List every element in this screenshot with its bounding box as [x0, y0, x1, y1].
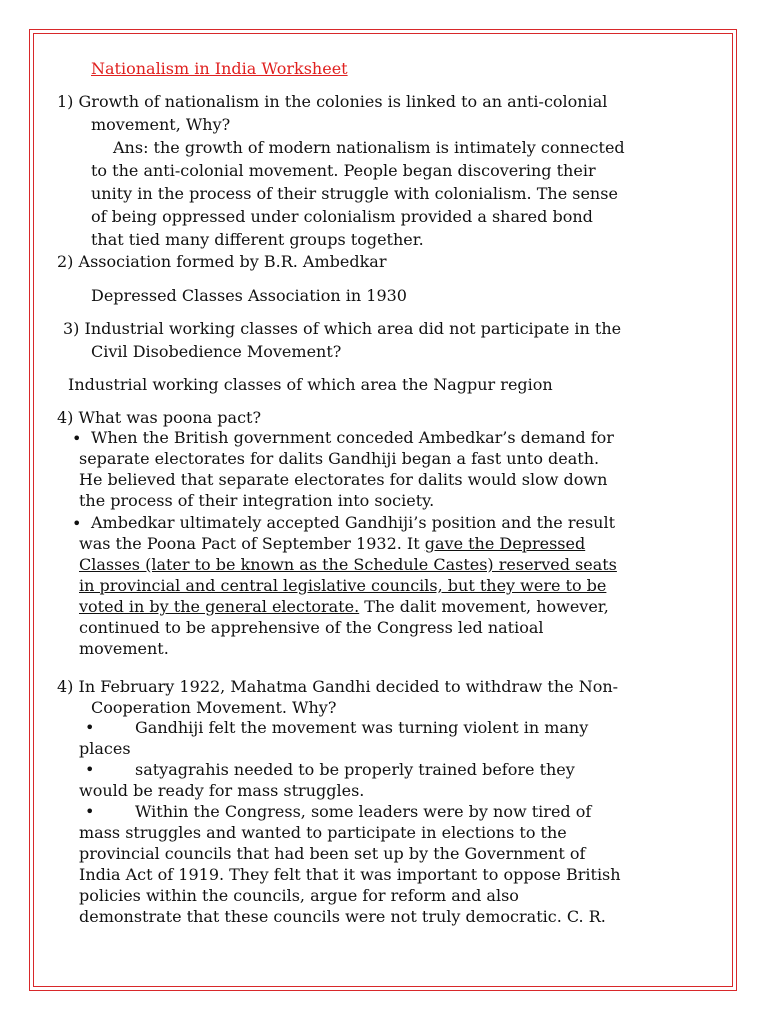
page-title: Nationalism in India Worksheet: [91, 59, 348, 78]
q5-reason3-line-6: demonstrate that these councils were not truly democratic. C. R.: [79, 907, 606, 926]
q4-bullet1-line-1: When the British government conceded Ambedkar’s demand for: [91, 428, 614, 447]
bullet-icon: •: [85, 760, 95, 779]
q1-answer-line-4: of being oppressed under colonialism provided a shared bond: [91, 207, 593, 226]
q1-answer-line-1: Ans: the growth of modern nationalism is intimately connected: [113, 138, 625, 157]
q4-bullet1-line-3: He believed that separate electorates for dalits would slow down: [79, 470, 608, 489]
q5-reason3-line-3: provincial councils that had been set up by the Government of: [79, 844, 586, 863]
q5-reason3-line-5: policies within the councils, argue for reform and also: [79, 886, 519, 905]
q5-reason3-line-1: Within the Congress, some leaders were by now tired of: [135, 802, 592, 821]
q3-question-line-2: Civil Disobedience Movement?: [91, 342, 342, 361]
q5-question-line-2: Cooperation Movement. Why?: [91, 698, 337, 717]
q4-bullet2-line-3: Classes (later to be known as the Schedule Castes) reserved seats: [79, 555, 617, 574]
q4-bullet2-line-5: [79, 596, 609, 617]
q5-reason3-line-4: India Act of 1919. They felt that it was important to oppose British: [79, 865, 621, 884]
q3-answer: Industrial working classes of which area the Nagpur region: [68, 375, 553, 394]
q3-question-line-1: 3) Industrial working classes of which area did not participate in the: [63, 319, 622, 338]
bullet-icon: •: [72, 429, 82, 448]
q1-question-line-2: movement, Why?: [91, 115, 231, 134]
q1-question-line-1: 1) Growth of nationalism in the colonies is linked to an anti-colonial: [57, 92, 608, 111]
bullet-icon: •: [85, 802, 95, 821]
q4-bullet2-line-7: movement.: [79, 639, 169, 658]
q1-answer-line-5: that tied many different groups together.: [91, 230, 424, 249]
q5-reason3-line-2: mass struggles and wanted to participate in elections to the: [79, 823, 567, 842]
q1-answer-line-3: unity in the process of their struggle with colonialism. The sense: [91, 184, 618, 203]
q5-reason2-line-1: satyagrahis needed to be properly trained before they: [135, 760, 575, 779]
q4-bullet2-line-6: continued to be apprehensive of the Congress led natioal: [79, 618, 544, 637]
q4-bullet1-line-4: the process of their integration into society.: [79, 491, 435, 510]
q4-bullet1-line-2: separate electorates for dalits Gandhiji began a fast unto death.: [79, 449, 600, 468]
q4-bullet2-line-5-underlined: voted in by the general electorate.: [79, 597, 360, 616]
q4-bullet2-line-1: Ambedkar ultimately accepted Gandhiji’s position and the result: [91, 513, 616, 532]
q2-question: 2) Association formed by B.R. Ambedkar: [57, 252, 387, 271]
q5-reason1-line-2: places: [79, 739, 131, 758]
q4-bullet2-line-5-plain: The dalit movement, however,: [359, 597, 609, 616]
q5-reason1-line-1: Gandhiji felt the movement was turning violent in many: [135, 718, 589, 737]
bullet-icon: •: [85, 718, 95, 737]
q4-bullet2-line-2-plain: was the Poona Pact of September 1932. It: [79, 534, 425, 553]
q4-question: 4) What was poona pact?: [57, 408, 262, 427]
bullet-icon: •: [72, 514, 82, 533]
q4-bullet2-line-4: in provincial and central legislative councils, but they were to be: [79, 576, 607, 595]
q1-answer-line-2: to the anti-colonial movement. People began discovering their: [91, 161, 596, 180]
q5-question-line-1: 4) In February 1922, Mahatma Gandhi decided to withdraw the Non-: [57, 677, 619, 696]
q5-reason2-line-2: would be ready for mass struggles.: [79, 781, 365, 800]
q2-answer: Depressed Classes Association in 1930: [91, 286, 407, 305]
q4-bullet2-line-2-underlined: gave the Depressed: [424, 534, 586, 553]
q4-bullet2-line-2: [79, 533, 585, 554]
